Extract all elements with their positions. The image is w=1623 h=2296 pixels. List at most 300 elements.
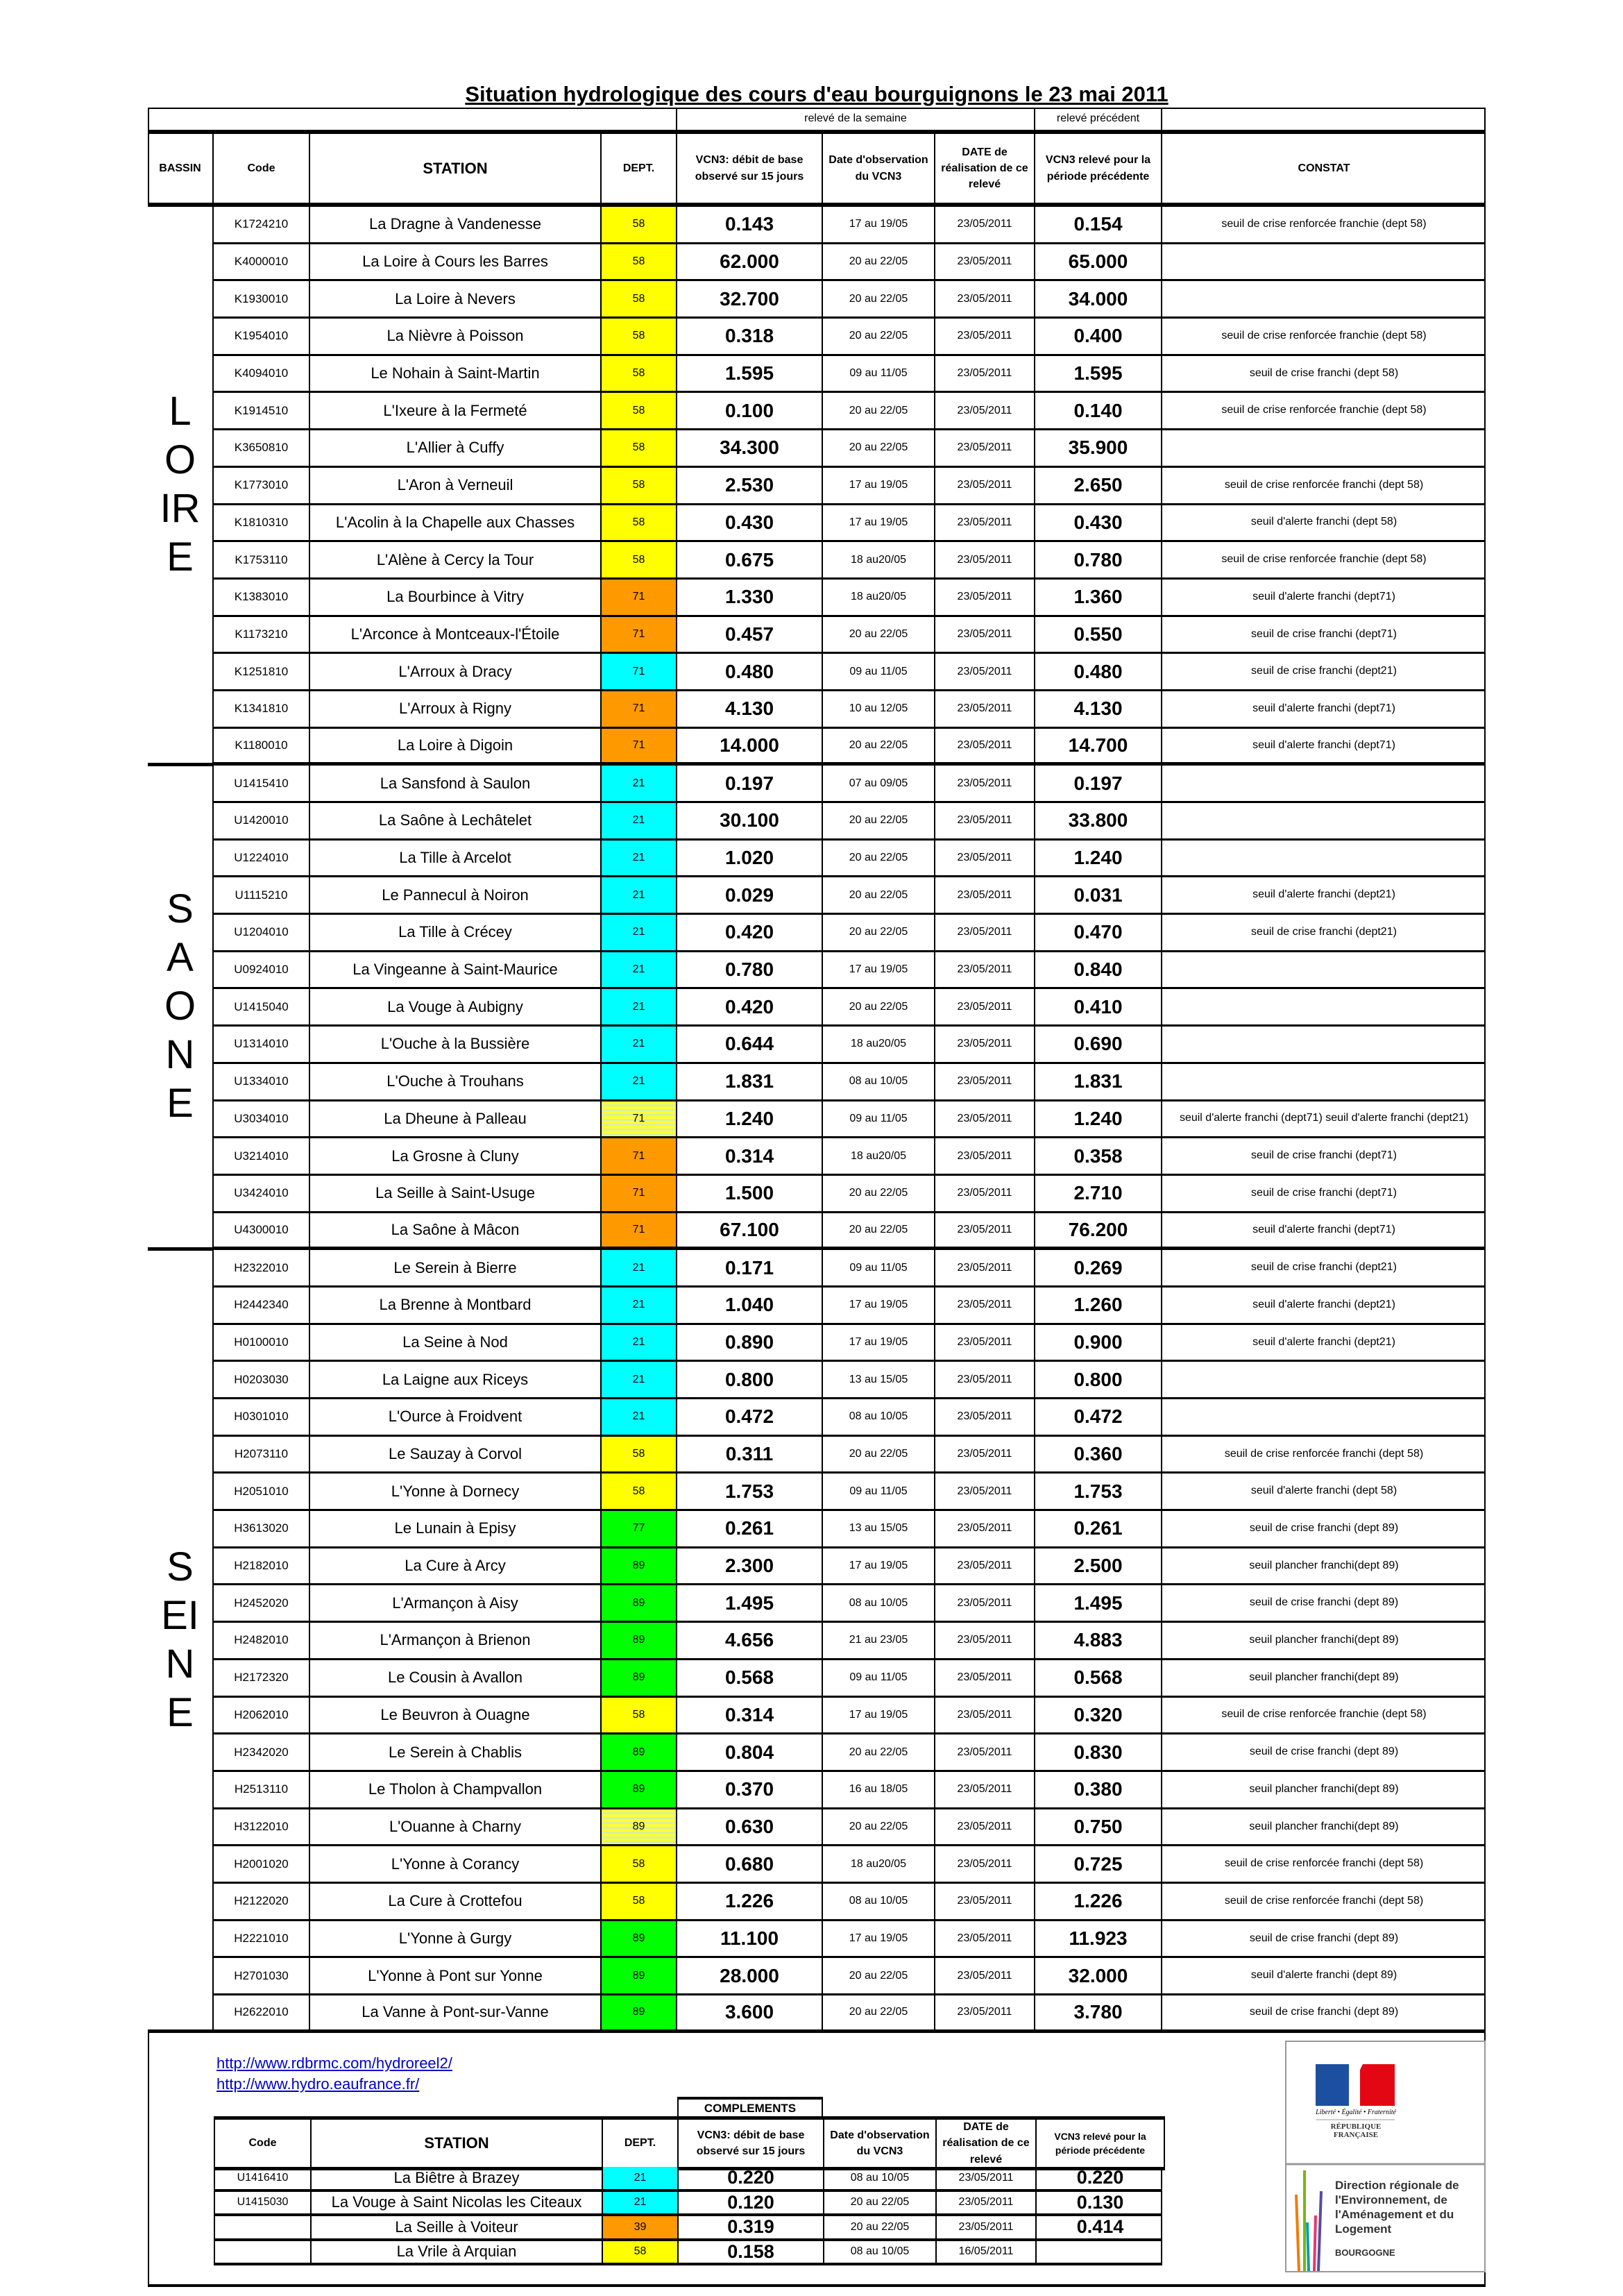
cell-vcn3: 3.600 xyxy=(677,1995,823,2029)
complements-header xyxy=(214,2116,1165,2170)
cell-date-real: 23/05/2011 xyxy=(935,356,1035,391)
cell-constat: seuil de crise renforcée franchi (dept 58) xyxy=(1224,1857,1424,1870)
cell-station: Le Lunain à Episy xyxy=(310,1511,602,1546)
cell-vcn3-prev: 0.400 xyxy=(1035,319,1162,354)
cell-date-real: 23/05/2011 xyxy=(935,1772,1035,1807)
cell-dept: 71 xyxy=(602,729,677,763)
cell-vcn3-prev: 0.410 xyxy=(1035,989,1162,1024)
cell-vcn3-prev: 4.130 xyxy=(1035,691,1162,727)
cell-constat: seuil de crise renforcée franchie (dept 58) xyxy=(1221,553,1427,566)
cell-code: K1251810 xyxy=(214,654,310,689)
cell-constat: seuil d'alerte franchi (dept21) xyxy=(1252,1335,1395,1348)
cell-date-obs: 18 au20/05 xyxy=(823,1846,935,1882)
table-row xyxy=(148,580,1486,617)
cell-vcn3: 0.314 xyxy=(677,1138,823,1174)
table-row xyxy=(148,1288,1486,1325)
cell-station: L'Ixeure à la Fermeté xyxy=(310,393,602,428)
cell-code: H2442340 xyxy=(214,1288,310,1323)
cell-vcn3: 0.370 xyxy=(677,1772,823,1807)
table-row xyxy=(148,281,1486,319)
cell-date-obs: 20 au 22/05 xyxy=(823,393,935,428)
cell-station: La Seille à Voiteur xyxy=(312,2216,603,2238)
table-row xyxy=(148,505,1486,543)
table-row xyxy=(148,803,1486,841)
cell-date-real: 23/05/2011 xyxy=(935,319,1035,354)
cell-vcn3-prev: 0.261 xyxy=(1035,1511,1162,1546)
cell-dept: 71 xyxy=(602,580,677,615)
cell-date-real: 23/05/2011 xyxy=(935,1176,1035,1211)
cell-station: L'Yonne à Pont sur Yonne xyxy=(310,1958,602,1993)
cell-date-real: 23/05/2011 xyxy=(935,1585,1035,1621)
cell-dept: 71 xyxy=(602,1138,677,1174)
cell-dept: 71 xyxy=(602,1213,677,1247)
cell-code: U1415410 xyxy=(214,766,310,801)
cell-constat: seuil d'alerte franchi (dept21) xyxy=(1252,1298,1395,1310)
cell-vcn3-prev: 0.800 xyxy=(1035,1362,1162,1397)
cell-vcn3: 0.318 xyxy=(677,319,823,354)
cell-date-obs: 09 au 11/05 xyxy=(823,356,935,391)
cell-constat xyxy=(1162,952,1486,988)
cell-date-real: 23/05/2011 xyxy=(935,989,1035,1024)
cell-date-obs: 20 au 22/05 xyxy=(823,1734,935,1770)
cell-date-obs: 08 au 10/05 xyxy=(823,1884,935,1919)
cell-constat xyxy=(1162,430,1486,466)
cell-date-real: 23/05/2011 xyxy=(935,1548,1035,1584)
cell-vcn3: 0.568 xyxy=(677,1660,823,1696)
cell-code: U1415040 xyxy=(214,989,310,1024)
cell-station: Le Serein à Bierre xyxy=(310,1250,602,1285)
cell-vcn3-prev: 0.197 xyxy=(1035,766,1162,801)
cell-vcn3-prev: 14.700 xyxy=(1035,729,1162,763)
table-row xyxy=(148,356,1486,394)
cell-date-real: 16/05/2011 xyxy=(937,2241,1037,2263)
cell-date-real: 23/05/2011 xyxy=(935,1734,1035,1770)
cell-station: La Cure à Crottefou xyxy=(310,1884,602,1919)
cell-constat: seuil d'alerte franchi (dept71) xyxy=(1252,1223,1395,1235)
cell-date-real: 23/05/2011 xyxy=(935,1064,1035,1099)
cell-date-obs: 09 au 11/05 xyxy=(823,1474,935,1509)
cell-vcn3: 1.040 xyxy=(677,1288,823,1323)
cell-code: H3122010 xyxy=(214,1809,310,1845)
table-row xyxy=(148,1213,1486,1251)
cell-dept: 89 xyxy=(602,1921,677,1957)
cell-constat xyxy=(1162,281,1486,316)
cell-vcn3-prev: 0.840 xyxy=(1035,952,1162,988)
cell-station: La Cure à Arcy xyxy=(310,1548,602,1584)
cell-dept: 21 xyxy=(602,1027,677,1062)
cell-code: H2001020 xyxy=(214,1846,310,1882)
cell-dept: 58 xyxy=(602,244,677,280)
cell-dept: 89 xyxy=(602,1660,677,1696)
cell-constat: seuil de crise franchi (dept71) xyxy=(1251,1186,1397,1199)
cell-station: La Vouge à Aubigny xyxy=(310,989,602,1024)
cell-date-obs: 17 au 19/05 xyxy=(823,1698,935,1733)
cell-date-obs: 16 au 18/05 xyxy=(823,1772,935,1807)
cell-vcn3-prev: 1.360 xyxy=(1035,580,1162,615)
table-row xyxy=(148,1995,1486,2033)
cell-constat: seuil plancher franchi(dept 89) xyxy=(1249,1820,1399,1832)
cell-vcn3-prev: 65.000 xyxy=(1035,244,1162,280)
cell-vcn3: 0.261 xyxy=(677,1511,823,1546)
cell-code: U3214010 xyxy=(214,1138,310,1174)
cell-date-obs: 20 au 22/05 xyxy=(823,281,935,316)
cell-date-obs: 20 au 22/05 xyxy=(823,1995,935,2029)
cell-date-obs: 20 au 22/05 xyxy=(823,915,935,950)
bassin-name: SEINE xyxy=(161,1544,199,1735)
cell-vcn3-prev: 0.472 xyxy=(1035,1399,1162,1435)
cell-constat: seuil d'alerte franchi (dept21) xyxy=(1252,888,1395,901)
table-row xyxy=(148,1734,1486,1772)
blank xyxy=(148,108,677,130)
header-station: STATION xyxy=(310,134,602,203)
cell-station: L'Arconce à Montceaux-l'Étoile xyxy=(310,617,602,652)
cell-constat xyxy=(1162,1027,1486,1062)
cell-constat: seuil d'alerte franchi (dept71) xyxy=(1252,702,1395,714)
cell-vcn3: 0.143 xyxy=(677,207,823,242)
cell-date-obs: 17 au 19/05 xyxy=(823,1548,935,1584)
cell-constat: seuil plancher franchi(dept 89) xyxy=(1249,1634,1399,1646)
cell-constat: seuil de crise franchi (dept71) xyxy=(1251,1149,1397,1162)
cell-date-obs: 20 au 22/05 xyxy=(823,1213,935,1247)
cell-date-obs: 20 au 22/05 xyxy=(823,1958,935,1993)
cell-station: La Tille à Arcelot xyxy=(310,841,602,876)
cell-date-obs: 08 au 10/05 xyxy=(823,1399,935,1435)
table-row xyxy=(148,729,1486,766)
cell-vcn3: 0.480 xyxy=(677,654,823,689)
cell-vcn3-prev: 0.780 xyxy=(1035,542,1162,577)
cell-date-real: 23/05/2011 xyxy=(935,877,1035,913)
cell-dept: 21 xyxy=(602,1325,677,1360)
cell-station: Le Pannecul à Noiron xyxy=(310,877,602,913)
cell-dept: 58 xyxy=(602,505,677,541)
cell-vcn3-prev: 2.500 xyxy=(1035,1548,1162,1584)
cell-dept: 21 xyxy=(602,877,677,913)
cell-code: H2322010 xyxy=(214,1250,310,1285)
table-row xyxy=(148,1921,1486,1959)
cell-code: K1180010 xyxy=(214,729,310,763)
cell-date-obs: 20 au 22/05 xyxy=(823,841,935,876)
cell-station: La Saône à Lechâtelet xyxy=(310,803,602,838)
cell-vcn3-prev: 0.140 xyxy=(1035,393,1162,428)
table-row xyxy=(148,952,1486,990)
table-row xyxy=(148,1698,1486,1735)
cell-dept: 77 xyxy=(602,1511,677,1546)
cell-code: U0924010 xyxy=(214,952,310,988)
cell-date-real: 23/05/2011 xyxy=(935,1101,1035,1137)
table-row xyxy=(148,319,1486,356)
cell-vcn3: 1.240 xyxy=(677,1101,823,1137)
cell-constat xyxy=(1162,766,1486,801)
cell-code: H3613020 xyxy=(214,1511,310,1546)
cell-station: L'Arroux à Rigny xyxy=(310,691,602,727)
cell-code: K1753110 xyxy=(214,542,310,577)
table-row xyxy=(148,1548,1486,1586)
cell-vcn3-prev: 4.883 xyxy=(1035,1623,1162,1658)
logo-motto: Liberté • Égalité • Fraternité xyxy=(1316,2109,1396,2116)
cell-station: La Vouge à Saint Nicolas les Citeaux xyxy=(312,2192,603,2214)
complements-body xyxy=(214,2167,1162,2265)
table-row xyxy=(148,1660,1486,1698)
cell-station: L'Ouanne à Charny xyxy=(310,1809,602,1845)
cell-constat: seuil de crise franchi (dept21) xyxy=(1251,665,1397,677)
cell-vcn3-prev: 0.550 xyxy=(1035,617,1162,652)
cell-vcn3: 1.226 xyxy=(677,1884,823,1919)
cell-constat xyxy=(1162,841,1486,876)
cell-date-real: 23/05/2011 xyxy=(935,1213,1035,1247)
cell-date-real: 23/05/2011 xyxy=(935,952,1035,988)
cell-date-real: 23/05/2011 xyxy=(935,654,1035,689)
cell-date-obs: 20 au 22/05 xyxy=(823,1176,935,1211)
cell-date-real: 23/05/2011 xyxy=(935,580,1035,615)
cell-code: K1954010 xyxy=(214,319,310,354)
cell-date-real: 23/05/2011 xyxy=(935,766,1035,801)
cell-vcn3-prev: 0.154 xyxy=(1035,207,1162,242)
cell-dept: 21 xyxy=(602,952,677,988)
cell-code: U3034010 xyxy=(214,1101,310,1137)
cell-vcn3-prev: 0.750 xyxy=(1035,1809,1162,1845)
cell-vcn3: 14.000 xyxy=(677,729,823,763)
cell-station: La Vanne à Pont-sur-Vanne xyxy=(310,1995,602,2029)
cell-vcn3: 0.430 xyxy=(677,505,823,541)
table-row xyxy=(148,1325,1486,1362)
bassin-0 xyxy=(148,207,214,766)
cell-station: La Nièvre à Poisson xyxy=(310,319,602,354)
cell-date-obs: 17 au 19/05 xyxy=(823,952,935,988)
cell-vcn3: 0.314 xyxy=(677,1698,823,1733)
cell-date-obs: 20 au 22/05 xyxy=(823,244,935,280)
cell-constat: seuil plancher franchi(dept 89) xyxy=(1249,1671,1399,1683)
cell-vcn3: 0.220 xyxy=(679,2167,824,2189)
cell-vcn3-prev: 35.900 xyxy=(1035,430,1162,466)
cell-vcn3-prev: 0.568 xyxy=(1035,1660,1162,1696)
cell-constat: seuil de crise franchi (dept 58) xyxy=(1249,366,1399,379)
cell-vcn3: 0.420 xyxy=(677,915,823,950)
cell-constat: seuil plancher franchi(dept 89) xyxy=(1249,1559,1399,1571)
table-row xyxy=(148,1846,1486,1884)
header-vcn3: VCN3: débit de base observé sur 15 jours xyxy=(679,2120,824,2167)
logo-republic: RÉPUBLIQUE FRANÇAISE xyxy=(1330,2122,1382,2139)
cell-vcn3: 0.780 xyxy=(677,952,823,988)
cell-code: H2622010 xyxy=(214,1995,310,2029)
cell-vcn3: 0.120 xyxy=(679,2192,824,2214)
table-row xyxy=(148,691,1486,729)
cell-date-real: 23/05/2011 xyxy=(935,691,1035,727)
cell-constat xyxy=(1162,1064,1486,1099)
cell-date-real: 23/05/2011 xyxy=(935,1809,1035,1845)
cell-dept: 58 xyxy=(602,468,677,503)
complement-row xyxy=(214,2192,1162,2217)
cell-dept: 71 xyxy=(602,617,677,652)
complement-row xyxy=(214,2216,1162,2241)
cell-constat: seuil de crise franchi (dept 89) xyxy=(1249,1522,1399,1534)
cell-vcn3: 0.644 xyxy=(677,1027,823,1062)
cell-code: U1334010 xyxy=(214,1064,310,1099)
cell-vcn3: 32.700 xyxy=(677,281,823,316)
cell-constat: seuil de crise renforcée franchie (dept 58) xyxy=(1221,404,1427,416)
cell-constat: seuil de crise renforcée franchie (dept 58) xyxy=(1221,1708,1427,1721)
cell-date-real: 23/05/2011 xyxy=(935,1325,1035,1360)
cell-code: K4094010 xyxy=(214,356,310,391)
cell-dept: 58 xyxy=(602,430,677,466)
cell-date-obs: 20 au 22/05 xyxy=(823,989,935,1024)
cell-code: K1914510 xyxy=(214,393,310,428)
table-row xyxy=(148,1958,1486,1995)
cell-dept: 58 xyxy=(602,1698,677,1733)
cell-code: H0203030 xyxy=(214,1362,310,1397)
cell-dept: 21 xyxy=(603,2167,679,2189)
table-row xyxy=(148,1362,1486,1399)
table-row xyxy=(148,1138,1486,1176)
table-row xyxy=(148,1585,1486,1623)
cell-date-obs: 20 au 22/05 xyxy=(824,2192,937,2214)
complements-label: COMPLEMENTS xyxy=(677,2097,823,2119)
cell-station: La Sansfond à Saulon xyxy=(310,766,602,801)
cell-station: La Dragne à Vandenesse xyxy=(310,207,602,242)
cell-vcn3: 0.472 xyxy=(677,1399,823,1435)
cell-date-real: 23/05/2011 xyxy=(937,2192,1037,2214)
marianne-logo-icon xyxy=(1286,2042,1484,2271)
cell-vcn3: 2.300 xyxy=(677,1548,823,1584)
cell-date-obs: 10 au 12/05 xyxy=(823,691,935,727)
cell-vcn3: 1.500 xyxy=(677,1176,823,1211)
cell-constat: seuil de crise franchi (dept 89) xyxy=(1249,1596,1399,1609)
table-row xyxy=(148,841,1486,878)
cell-code: H0100010 xyxy=(214,1325,310,1360)
cell-vcn3-prev: 34.000 xyxy=(1035,281,1162,316)
cell-station: L'Ouche à la Bussière xyxy=(310,1027,602,1062)
cell-dept: 89 xyxy=(602,1958,677,1993)
bassin-name: SAONE xyxy=(164,886,196,1126)
cell-vcn3-prev: 76.200 xyxy=(1035,1213,1162,1247)
cell-constat: seuil d'alerte franchi (dept71) seuil d'alerte franchi (dept21) xyxy=(1179,1112,1469,1124)
cell-constat xyxy=(1162,803,1486,838)
cell-date-real: 23/05/2011 xyxy=(935,1250,1035,1285)
link-hydro-eaufrance[interactable]: http://www.hydro.eaufrance.fr/ xyxy=(216,2075,420,2093)
cell-vcn3-prev: 2.710 xyxy=(1035,1176,1162,1211)
cell-vcn3-prev: 1.260 xyxy=(1035,1288,1162,1323)
cell-vcn3-prev: 0.414 xyxy=(1076,2216,1124,2238)
cell-vcn3: 0.457 xyxy=(677,617,823,652)
cell-vcn3-prev: 0.360 xyxy=(1035,1437,1162,1472)
cell-date-real: 23/05/2011 xyxy=(935,1846,1035,1882)
header-date-obs: Date d'observation du VCN3 xyxy=(824,2120,937,2167)
cell-code: H2452020 xyxy=(214,1585,310,1621)
cell-station: L'Ource à Froidvent xyxy=(310,1399,602,1435)
cell-constat xyxy=(1162,989,1486,1024)
cell-code: U1115210 xyxy=(214,877,310,913)
cell-vcn3: 0.420 xyxy=(677,989,823,1024)
cell-dept: 89 xyxy=(602,1772,677,1807)
table-row xyxy=(148,542,1486,580)
cell-station: La Loire à Nevers xyxy=(310,281,602,316)
table-row xyxy=(148,1176,1486,1213)
link-rdbrmc[interactable]: http://www.rdbrmc.com/hydroreel2/ xyxy=(216,2054,452,2072)
cell-date-real: 23/05/2011 xyxy=(935,1027,1035,1062)
cell-station: Le Nohain à Saint-Martin xyxy=(310,356,602,391)
cell-code: H2221010 xyxy=(214,1921,310,1957)
cell-date-obs: 17 au 19/05 xyxy=(823,207,935,242)
cell-date-obs: 20 au 22/05 xyxy=(823,1809,935,1845)
cell-station: Le Tholon à Champvallon xyxy=(310,1772,602,1807)
cell-dept: 71 xyxy=(602,654,677,689)
cell-vcn3-prev: 0.830 xyxy=(1035,1734,1162,1770)
cell-vcn3: 1.495 xyxy=(677,1585,823,1621)
table-row xyxy=(148,1772,1486,1809)
cell-constat: seuil de crise renforcée franchi (dept 58) xyxy=(1224,478,1424,491)
cell-dept: 71 xyxy=(602,1101,677,1137)
cell-dept: 58 xyxy=(602,356,677,391)
header-code: Code xyxy=(214,134,310,203)
cell-code: U1420010 xyxy=(214,803,310,838)
cell-station: La Grosne à Cluny xyxy=(310,1138,602,1174)
cell-date-obs: 17 au 19/05 xyxy=(823,1325,935,1360)
cell-station: L'Yonne à Corancy xyxy=(310,1846,602,1882)
header-dept: DEPT. xyxy=(602,134,677,203)
cell-dept: 21 xyxy=(602,915,677,950)
previous-label: relevé précédent xyxy=(1035,108,1162,130)
cell-vcn3: 28.000 xyxy=(677,1958,823,1993)
cell-station: La Tille à Crécey xyxy=(310,915,602,950)
cell-date-real: 23/05/2011 xyxy=(935,1698,1035,1733)
header-station: STATION xyxy=(312,2120,603,2167)
cell-station: Le Sauzay à Corvol xyxy=(310,1437,602,1472)
cell-station: La Vrile à Arquian xyxy=(312,2241,603,2263)
cell-station: La Vingeanne à Saint-Maurice xyxy=(310,952,602,988)
table-row xyxy=(148,1437,1486,1474)
cell-code: H2513110 xyxy=(214,1772,310,1807)
cell-date-obs: 20 au 22/05 xyxy=(824,2216,937,2238)
cell-station: La Brenne à Montbard xyxy=(310,1288,602,1323)
cell-dept: 58 xyxy=(602,207,677,242)
cell-date-real: 23/05/2011 xyxy=(935,915,1035,950)
cell-date-obs: 07 au 09/05 xyxy=(823,766,935,801)
cell-vcn3-prev: 1.831 xyxy=(1035,1064,1162,1099)
cell-station: L'Yonne à Dornecy xyxy=(310,1474,602,1509)
cell-dept: 89 xyxy=(602,1734,677,1770)
cell-code: H2122020 xyxy=(214,1884,310,1919)
cell-date-real: 23/05/2011 xyxy=(935,1474,1035,1509)
cell-code: K1930010 xyxy=(214,281,310,316)
cell-vcn3-prev: 0.320 xyxy=(1035,1698,1162,1733)
cell-constat: seuil de crise renforcée franchie (dept 58) xyxy=(1221,330,1427,341)
cell-constat: seuil de crise franchi (dept21) xyxy=(1251,926,1397,938)
cell-station: La Dheune à Palleau xyxy=(310,1101,602,1137)
cell-date-obs: 20 au 22/05 xyxy=(823,430,935,466)
cell-date-real: 23/05/2011 xyxy=(935,393,1035,428)
header-vcn3-prev: VCN3 relevé pour la période précédente xyxy=(1035,134,1162,203)
cell-date-obs: 09 au 11/05 xyxy=(823,1101,935,1137)
cell-vcn3-prev: 1.226 xyxy=(1035,1884,1162,1919)
cell-date-obs: 13 au 15/05 xyxy=(823,1511,935,1546)
cell-date-real: 23/05/2011 xyxy=(935,1138,1035,1174)
cell-vcn3: 0.197 xyxy=(677,766,823,801)
cell-vcn3-prev: 1.240 xyxy=(1035,841,1162,876)
cell-vcn3-prev: 0.900 xyxy=(1035,1325,1162,1360)
cell-code: K1341810 xyxy=(214,691,310,727)
cell-dept: 58 xyxy=(602,281,677,316)
cell-vcn3: 34.300 xyxy=(677,430,823,466)
cell-code: H2051010 xyxy=(214,1474,310,1509)
cell-vcn3: 0.890 xyxy=(677,1325,823,1360)
cell-code: K4000010 xyxy=(214,244,310,280)
cell-vcn3-prev: 0.269 xyxy=(1035,1250,1162,1285)
header-vcn3-prev: VCN3 relevé pour la période précédente xyxy=(1054,2130,1146,2156)
table-row xyxy=(148,468,1486,505)
cell-constat: seuil de crise renforcée franchi (dept 58) xyxy=(1224,1447,1424,1460)
cell-constat: seuil d'alerte franchi (dept 89) xyxy=(1250,1969,1397,1982)
cell-vcn3: 0.100 xyxy=(677,393,823,428)
cell-date-obs: 13 au 15/05 xyxy=(823,1362,935,1397)
